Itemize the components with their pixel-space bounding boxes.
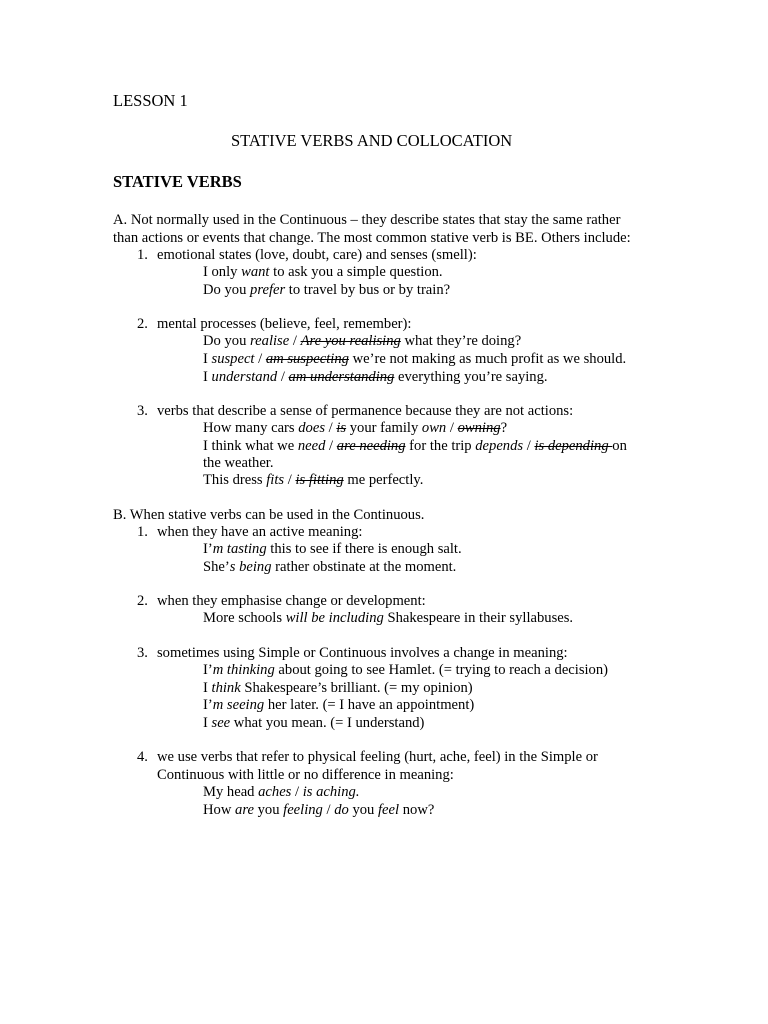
text-line: I see what you mean. (= I understand) (203, 715, 425, 731)
list-item-text: verbs that describe a sense of permanence because they are not actions: (157, 403, 574, 419)
text-line: the weather. (203, 455, 274, 471)
list-number: 4. (137, 749, 148, 765)
list-item-text: when they have an active meaning: (157, 524, 363, 540)
list-item-text: sometimes using Simple or Continuous involves a change in meaning: (157, 645, 568, 661)
list-number: 2. (137, 593, 148, 609)
text-line: B. When stative verbs can be used in the Continuous. (113, 507, 425, 523)
text-line: How many cars does / is your family own / owning? (203, 420, 508, 436)
text-line: Continuous with little or no difference in meaning: (157, 767, 454, 783)
section-heading: STATIVE VERBS (113, 172, 242, 191)
text-line: Do you realise / Are you realising what they’re doing? (203, 333, 522, 349)
text-line: I think Shakespeare’s brilliant. (= my opinion) (203, 680, 473, 696)
list-item-text: mental processes (believe, feel, remember): (157, 316, 412, 332)
text-line: How are you feeling / do you feel now? (203, 802, 435, 818)
list-item-text: emotional states (love, doubt, care) and senses (smell): (157, 247, 477, 263)
list-number: 1. (137, 247, 148, 263)
list-item-text: when they emphasise change or development: (157, 593, 426, 609)
text-line: I’m thinking about going to see Hamlet. (= trying to reach a decision) (203, 662, 609, 678)
text-line: I think what we need / are needing for the trip depends / is depending on (203, 438, 627, 454)
text-line: I’m tasting this to see if there is enough salt. (203, 541, 462, 557)
list-item-text: we use verbs that refer to physical feeling (hurt, ache, feel) in the Simple or (157, 749, 598, 765)
list-number: 2. (137, 316, 148, 332)
text-line: I suspect / am suspecting we’re not making as much profit as we should. (203, 351, 627, 367)
text-line: This dress fits / is fitting me perfectly. (203, 472, 424, 488)
text-line: I only want to ask you a simple question. (203, 264, 443, 280)
text-line: A. Not normally used in the Continuous – they describe states that stay the same rather (113, 212, 621, 228)
text-line: She’s being rather obstinate at the moment. (203, 559, 457, 575)
text-line: I understand / am understanding everything you’re saying. (203, 369, 548, 385)
list-number: 3. (137, 403, 148, 419)
text-line: More schools will be including Shakespeare in their syllabuses. (203, 610, 574, 626)
text-line: My head aches / is aching. (203, 784, 360, 800)
text-line: than actions or events that change. The most common stative verb is BE. Others include: (113, 230, 631, 246)
lesson-label: LESSON 1 (113, 91, 188, 110)
list-number: 3. (137, 645, 148, 661)
list-number: 1. (137, 524, 148, 540)
page-title: STATIVE VERBS AND COLLOCATION (231, 131, 513, 150)
text-line: I’m seeing her later. (= I have an appointment) (203, 697, 475, 713)
text-line: Do you prefer to travel by bus or by train? (203, 282, 451, 298)
